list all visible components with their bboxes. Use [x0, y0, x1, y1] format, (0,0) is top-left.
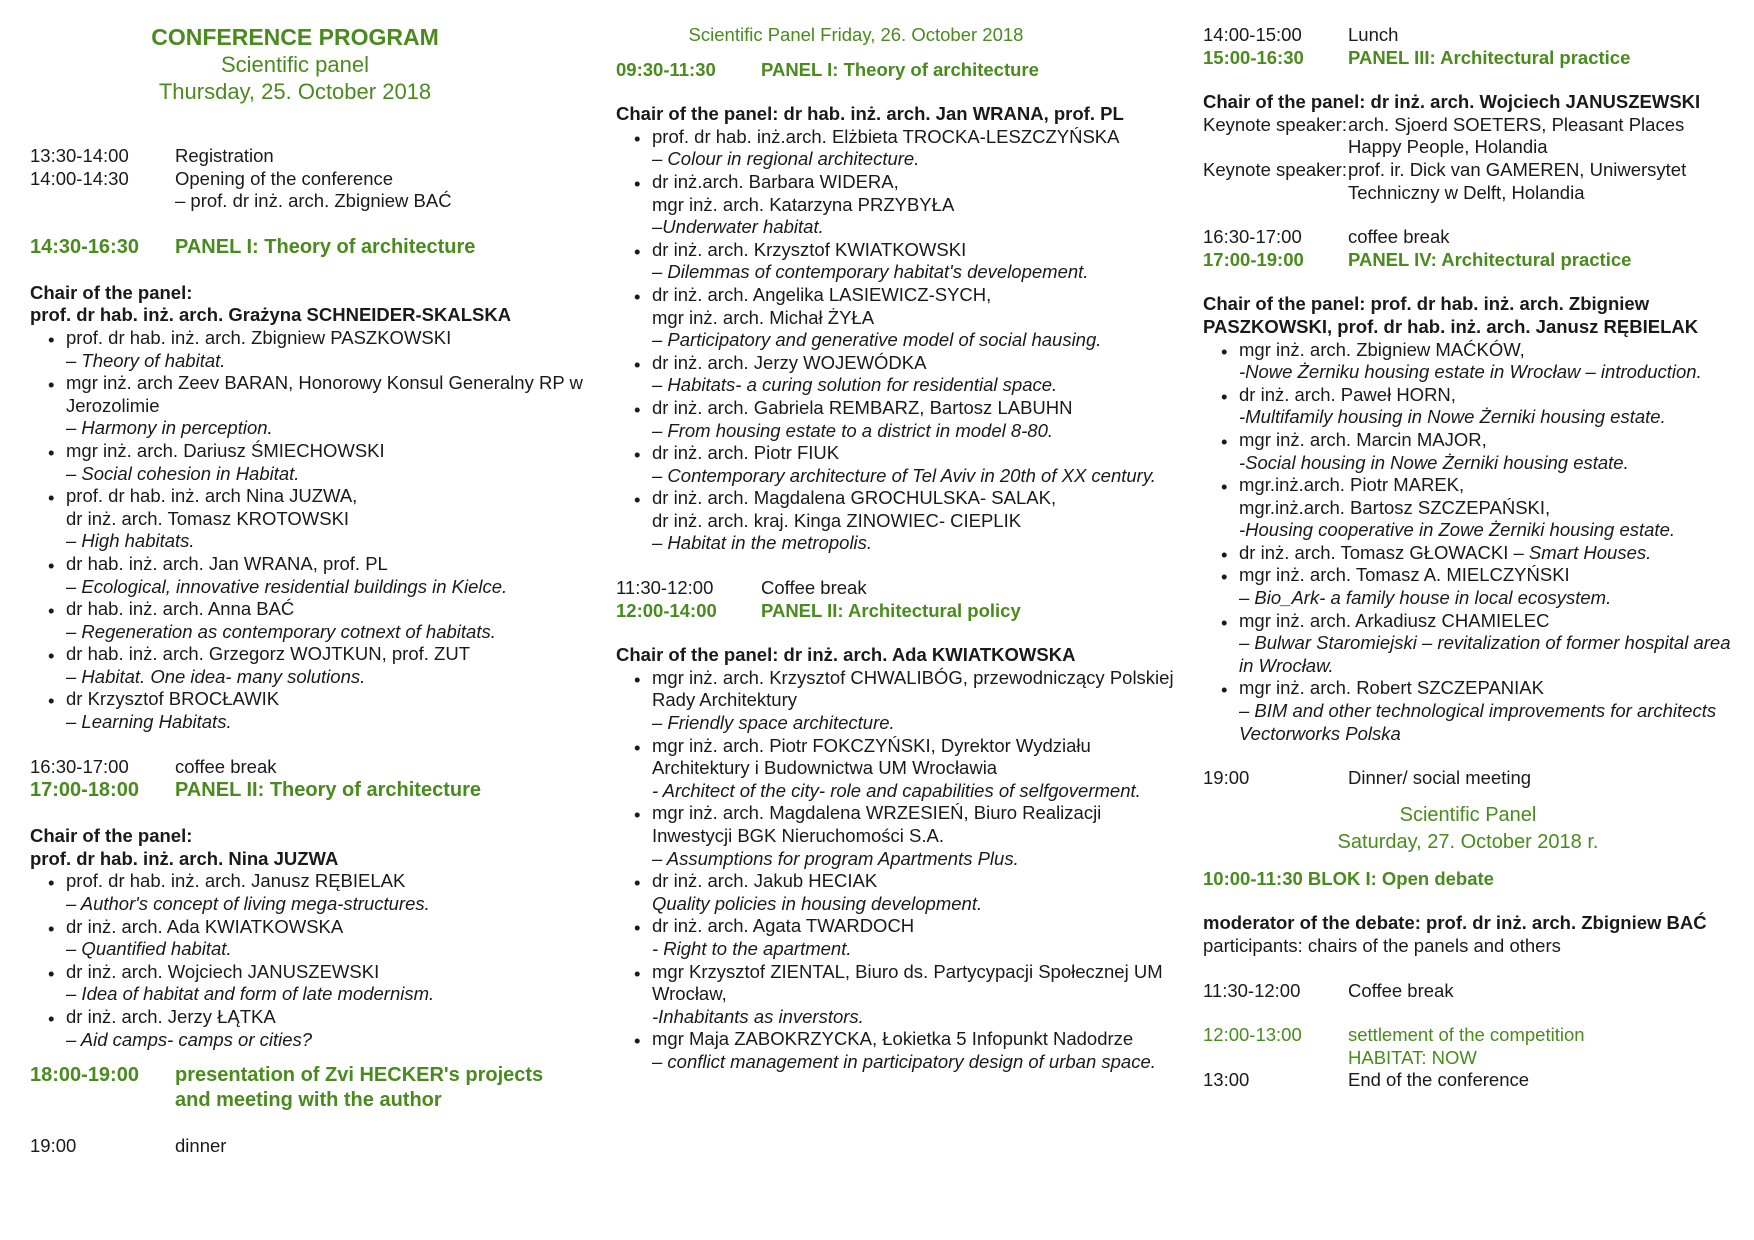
list-item: • dr inż. arch. Gabriela REMBARZ, Bartosz LABUHN – From housing estate to a district in model 8-80. [652, 397, 1176, 442]
speaker-list [1203, 339, 1743, 746]
panel-heading [30, 235, 585, 260]
panel-heading: 15:00-16:30 PANEL III: Architectural practice [1203, 46, 1631, 68]
list-item: • mgr inż. arch. Magdalena WRZESIEŃ, Biuro Realizacji Inwestycji BGK Nieruchomości S.A. – Assumptions for program Apartments Plus. [652, 802, 1176, 870]
program-title: CONFERENCE PROGRAM [151, 24, 439, 50]
list-item: • dr inż. arch. Angelika LASIEWICZ-SYCH, mgr inż. arch. Michał ŻYŁA – Participatory and generative model of social hausing. [652, 284, 1176, 352]
participants: participants: chairs of the panels and others [1203, 935, 1561, 956]
moderator: moderator of the debate: prof. dr inż. arch. Zbigniew BAĆ [1203, 912, 1707, 934]
panel-heading: 17:00-18:00 PANEL II: Theory of architecture [30, 779, 481, 802]
panel-time: 14:30-16:30 [30, 235, 139, 258]
list-item: • dr inż. arch. Ada KWIATKOWSKA – Quantified habitat. [66, 916, 585, 961]
keynote-row: Keynote speaker: prof. ir. Dick van GAMEREN, Uniwersytet Techniczny w Delft, Holandia [1203, 158, 1687, 203]
column-friday-cont-saturday [1203, 24, 1743, 1092]
keynote-row: Keynote speaker: arch. Sjoerd SOETERS, Pleasant Places Happy People, Holandia [1203, 113, 1685, 158]
list-item: • mgr inż. arch. Arkadiusz CHAMIELEC – Bulwar Staromiejski – revitalization of former hospital area in Wrocław. [1239, 610, 1743, 678]
list-item: • mgr inż. arch. Zbigniew MAĆKÓW, -Nowe Żerniku housing estate in Wrocław – introduction. [1239, 339, 1743, 384]
friday-header: Scientific Panel Friday, 26. October 2018 [688, 24, 1024, 45]
list-item: • dr inż. arch. Jerzy ŁĄTKA – Aid camps- camps or cities? [66, 1006, 585, 1051]
list-item: • mgr inż. arch. Tomasz A. MIELCZYŃSKI – Bio_Ark- a family house in local ecosystem. [1239, 564, 1743, 609]
list-item: • dr hab. inż. arch. Grzegorz WOJTKUN, prof. ZUT – Habitat. One idea- many solutions. [66, 643, 585, 688]
time: 14:00-14:30 [30, 167, 129, 189]
list-item: • mgr inż. arch. Piotr FOKCZYŃSKI, Dyrektor Wydziału Architektury i Budownictwa UM Wrocławia - Architect of the city- role and capabilities of selfgoverment. [652, 735, 1176, 803]
schedule-row [30, 190, 585, 213]
list-item: • dr inż. arch. Tomasz GŁOWACKI – Smart Houses. [1239, 542, 1743, 565]
schedule-row: 16:30-17:00 coffee break [30, 755, 277, 777]
event: Registration [175, 145, 274, 166]
schedule-row: 14:00-15:00 Lunch [1203, 24, 1399, 45]
list-item: • dr inż. arch. Agata TWARDOCH - Right to the apartment. [652, 915, 1176, 960]
schedule-row: 19:00 dinner [30, 1135, 227, 1157]
schedule-row: 13:00 End of the conference [1203, 1069, 1530, 1091]
schedule-row: 19:00 Dinner/ social meeting [1203, 767, 1532, 789]
list-item: • mgr inż. arch. Dariusz ŚMIECHOWSKI – Social cohesion in Habitat. [66, 440, 585, 485]
chair-name: prof. dr hab. inż. arch. Nina JUZWA [30, 847, 339, 869]
schedule-row: 11:30-12:00 Coffee break [616, 577, 867, 599]
list-item: • dr hab. inż. arch. Anna BAĆ – Regeneration as contemporary cotnext of habitats. [66, 598, 585, 643]
list-item: • prof. dr hab. inż.arch. Elżbieta TROCKA-LESZCZYŃSKA – Colour in regional architecture. [652, 126, 1176, 171]
list-item: • dr Krzysztof BROCŁAWIK – Learning Habitats. [66, 688, 585, 733]
panel-heading: 17:00-19:00 PANEL IV: Architectural practice [1203, 248, 1632, 270]
list-item: • mgr Maja ZABOKRZYCKA, Łokietka 5 Infopunkt Nadodrze – conflict management in participatory design of urban space. [652, 1028, 1176, 1073]
speaker-list [30, 870, 585, 1051]
saturday-title: Scientific Panel [1399, 803, 1537, 826]
list-item: • dr inż. arch. Jakub HECIAK Quality policies in housing development. [652, 870, 1176, 915]
list-item: • dr inż. arch. Magdalena GROCHULSKA- SALAK, dr inż. arch. kraj. Kinga ZINOWIEC- CIEPLIK – Habitat in the metropolis. [652, 487, 1176, 555]
list-item: • prof. dr hab. inż. arch. Zbigniew PASZKOWSKI – Theory of habitat. [66, 327, 585, 372]
event: Opening of the conference [175, 167, 394, 189]
opening-note: – prof. dr inż. arch. Zbigniew BAĆ [175, 190, 452, 212]
title-block [30, 24, 560, 105]
blok-heading: 10:00-11:30 BLOK I: Open debate [1203, 867, 1494, 889]
schedule-row [30, 168, 585, 191]
panel-heading: 09:30-11:30 PANEL I: Theory of architecture [616, 58, 1039, 80]
list-item: • dr inż. arch. Wojciech JANUSZEWSKI – Idea of habitat and form of late modernism. [66, 961, 585, 1006]
panel-title: PANEL I: Theory of architecture [175, 235, 476, 258]
column-thursday [30, 24, 585, 1158]
list-item: • mgr inż. arch. Marcin MAJOR, -Social housing in Nowe Żerniki housing estate. [1239, 429, 1743, 474]
list-item: • dr inż. arch. Jerzy WOJEWÓDKA – Habitats- a curing solution for residential space. [652, 352, 1176, 397]
speaker-list [616, 667, 1176, 1074]
list-item: • dr hab. inż. arch. Jan WRANA, prof. PL – Ecological, innovative residential buildings in Kielce. [66, 553, 585, 598]
list-item: • mgr inż. arch Zeev BARAN, Honorowy Konsul Generalny RP w Jerozolimie – Harmony in perception. [66, 372, 585, 440]
list-item: • dr inż.arch. Barbara WIDERA, mgr inż. arch. Katarzyna PRZYBYŁA –Underwater habitat. [652, 171, 1176, 239]
chair-name: prof. dr hab. inż. arch. Grażyna SCHNEIDER-SKALSKA [30, 304, 512, 326]
speaker-list [616, 126, 1176, 555]
program-subtitle: Scientific panel [221, 52, 369, 77]
list-item: • mgr inż. arch. Robert SZCZEPANIAK – BIM and other technological improvements for architects Vectorworks Polska [1239, 677, 1743, 745]
saturday-date: Saturday, 27. October 2018 r. [1337, 830, 1599, 853]
column-friday [616, 24, 1176, 1074]
program-date: Thursday, 25. October 2018 [158, 79, 432, 104]
list-item: • prof. dr hab. inż. arch Nina JUZWA, dr inż. arch. Tomasz KROTOWSKI – High habitats. [66, 485, 585, 553]
list-item: • dr inż. arch. Paweł HORN, -Multifamily housing in Nowe Żerniki housing estate. [1239, 384, 1743, 429]
list-item: • prof. dr hab. inż. arch. Janusz RĘBIELAK – Author's concept of living mega-structures. [66, 870, 585, 915]
settlement-row: 12:00-13:00 settlement of the competition HABITAT: NOW [1203, 1024, 1585, 1068]
list-item: • dr inż. arch. Piotr FIUK – Contemporary architecture of Tel Aviv in 20th of XX century. [652, 442, 1176, 487]
speaker-list [30, 327, 585, 734]
chair-name: Chair of the panel: dr inż. arch. Wojciech JANUSZEWSKI [1203, 91, 1701, 113]
chair-label: Chair of the panel: [30, 281, 193, 303]
chair-label: Chair of the panel: [30, 825, 193, 847]
panel-heading: 12:00-14:00 PANEL II: Architectural policy [616, 599, 1021, 621]
time: 13:30-14:00 [30, 145, 129, 166]
chair-name: Chair of the panel: prof. dr hab. inż. arch. Zbigniew PASZKOWSKI, prof. dr hab. inż. arch. Janusz RĘBIELAK [1203, 293, 1699, 337]
chair-name: Chair of the panel: dr inż. arch. Ada KWIATKOWSKA [616, 644, 1076, 666]
schedule-row: 11:30-12:00 Coffee break [1203, 979, 1454, 1001]
chair-name: Chair of the panel: dr hab. inż. arch. Jan WRANA, prof. PL [616, 103, 1124, 125]
list-item: • mgr inż. arch. Krzysztof CHWALIBÓG, przewodniczący Polskiej Rady Architektury – Friendly space architecture. [652, 667, 1176, 735]
schedule-row [30, 145, 585, 168]
list-item: • mgr Krzysztof ZIENTAL, Biuro ds. Partycypacji Społecznej UM Wrocław, -Inhabitants as inverstors. [652, 961, 1176, 1029]
schedule-row: 16:30-17:00 coffee break [1203, 226, 1450, 248]
presentation-heading: 18:00-19:00 presentation of Zvi HECKER's projects and meeting with the author [30, 1064, 544, 1112]
list-item: • mgr.inż.arch. Piotr MAREK, mgr.inż.arch. Bartosz SZCZEPAŃSKI, -Housing cooperative in Zowe Żerniki housing estate. [1239, 474, 1743, 542]
list-item: • dr inż. arch. Krzysztof KWIATKOWSKI – Dilemmas of contemporary habitat's developement. [652, 239, 1176, 284]
